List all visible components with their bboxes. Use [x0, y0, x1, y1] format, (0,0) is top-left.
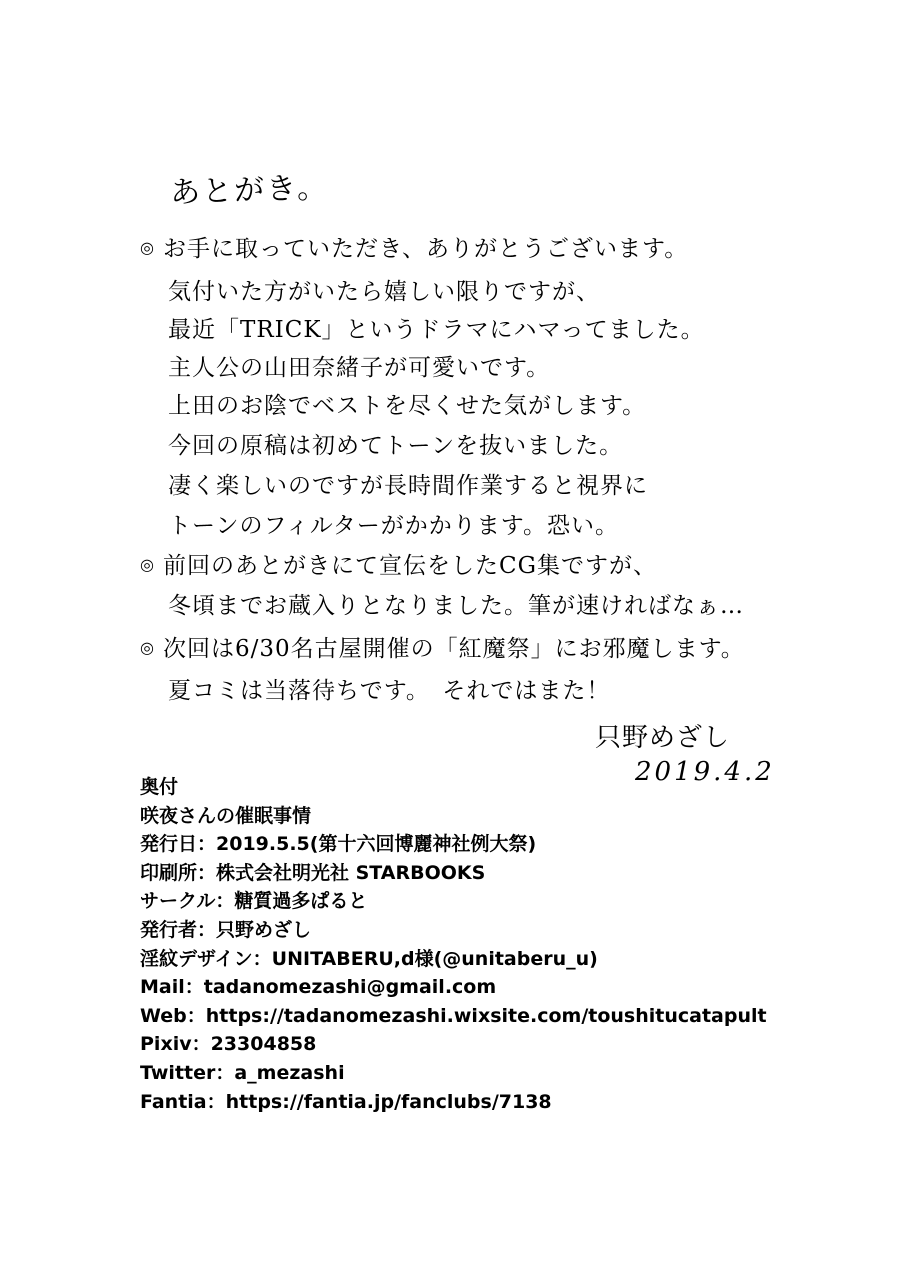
afterword-line: 気付いた方がいたら嬉しい限りですが、	[168, 279, 600, 305]
colophon-row: サークル：糖質過多ぱると	[140, 890, 368, 913]
colophon-row: 淫紋デザイン：UNITABERU,d様(@unitaberu_u)	[140, 947, 598, 970]
colophon-heading: 奥付	[140, 776, 179, 798]
afterword-line: ◎ お手に取っていただき、ありがとうございます。	[140, 236, 689, 262]
afterword-title: あとがき。	[169, 170, 330, 211]
colophon	[140, 773, 860, 1116]
afterword-line: 最近「TRICK」というドラマにハマってました。	[168, 317, 705, 343]
web-row: Web：https://tadanomezashi.wixsite.com/toushitucatapult	[140, 1004, 767, 1027]
afterword-line: 冬頃までお蔵入りとなりました。筆が速ければなぁ…	[168, 593, 744, 619]
bullet-mark: ◎	[140, 638, 155, 657]
bullet-mark: ◎	[140, 238, 155, 257]
afterword-line: 上田のお陰でベストを尽くせた気がします。	[168, 393, 647, 419]
afterword-line: トーンのフィルターがかかります。恐い。	[168, 513, 619, 539]
afterword-line: ◎ 次回は6/30名古屋開催の「紅魔祭」にお邪魔します。	[140, 636, 745, 662]
twitter-row: Twitter：a_mezashi	[140, 1061, 345, 1084]
signature-date: 2019.4.2	[635, 757, 775, 787]
colophon-row: 印刷所：株式会社明光社 STARBOOKS	[140, 861, 486, 884]
colophon-row: 発行日：2019.5.5(第十六回博麗神社例大祭)	[140, 833, 537, 856]
signature: 只野めざし	[595, 723, 731, 753]
mail-row: Mail：tadanomezashi@gmail.com	[140, 976, 497, 999]
afterword-line: 主人公の山田奈緒子が可愛いです。	[168, 355, 551, 381]
bullet-mark: ◎	[140, 555, 155, 574]
book-title: 咲夜さんの催眠事情	[140, 804, 312, 827]
afterword-line: ◎ 前回のあとがきにて宣伝をしたCG集ですが、	[140, 553, 657, 579]
afterword-line: 夏コミは当落待ちです。 それではまた！	[168, 678, 611, 704]
afterword-line: 凄く楽しいのですが長時間作業すると視界に	[168, 473, 648, 499]
colophon-row: 発行者：只野めざし	[140, 918, 312, 941]
pixiv-row: Pixiv：23304858	[140, 1033, 317, 1056]
afterword-line: 今回の原稿は初めてトーンを抜いました。	[168, 433, 624, 459]
fantia-row: Fantia：https://fantia.jp/fanclubs/7138	[140, 1090, 552, 1113]
